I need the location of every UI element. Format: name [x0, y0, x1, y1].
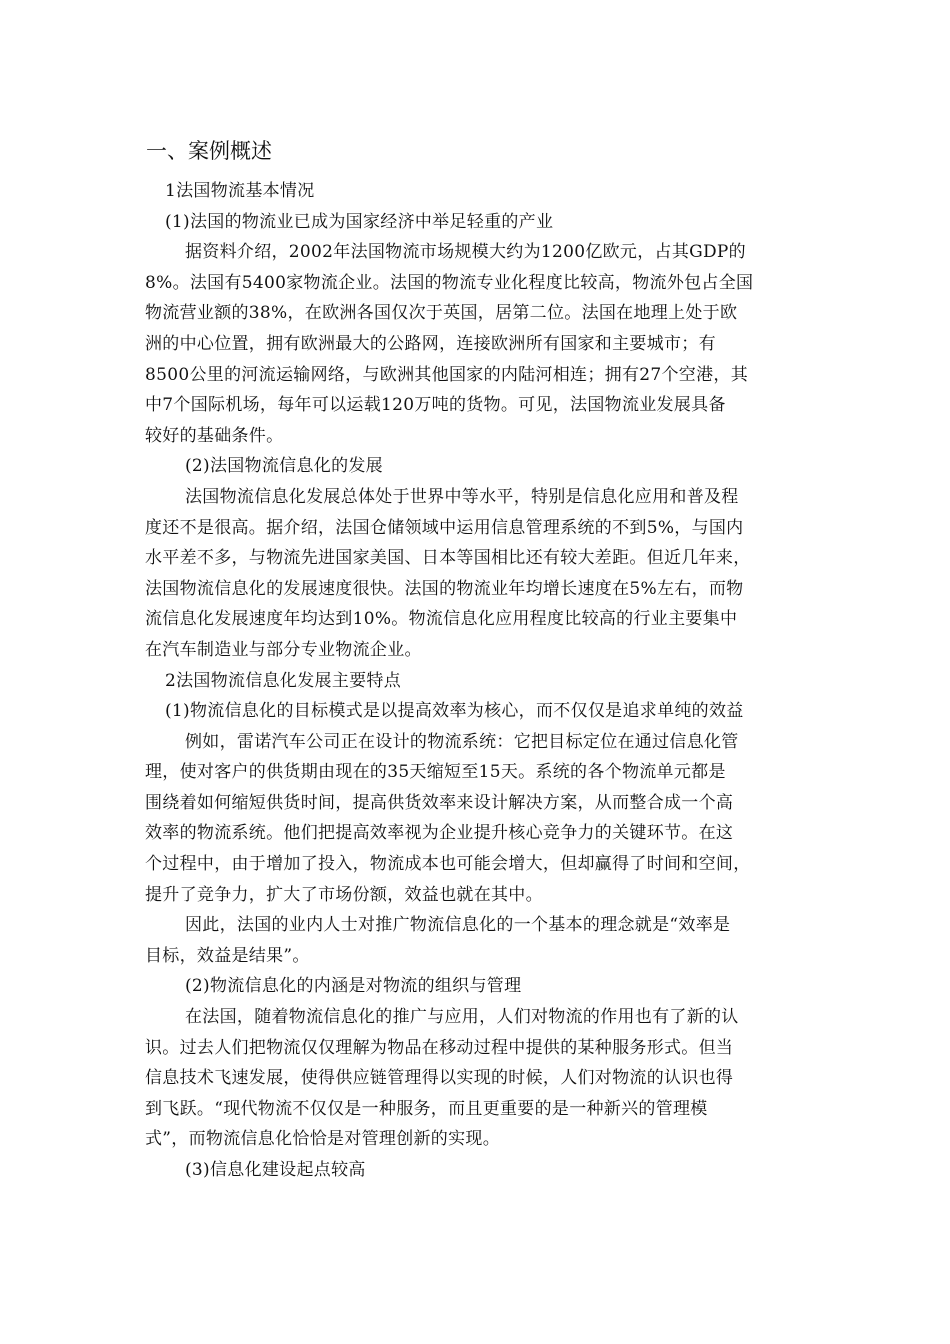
text-line: 据资料介绍，2002年法国物流市场规模大约为1200亿欧元，占其GDP的 [185, 242, 746, 263]
text-line: (1)物流信息化的目标模式是以提高效率为核心，而不仅仅是追求单纯的效益 [165, 701, 744, 722]
text-line: 水平差不多，与物流先进国家美国、日本等国相比还有较大差距。但近几年来， [145, 548, 751, 569]
text-line: 较好的基础条件。 [145, 425, 284, 446]
text-line: 法国物流信息化发展总体处于世界中等水平，特别是信息化应用和普及程 [185, 486, 739, 507]
text-line: 在法国，随着物流信息化的推广与应用，人们对物流的作用也有了新的认 [185, 1007, 739, 1028]
text-line: 1法国物流基本情况 [165, 181, 315, 201]
text-line: 效率的物流系统。他们把提高效率视为企业提升核心竞争力的关键环节。在这 [145, 823, 734, 844]
text-line: (3)信息化建设起点较高 [185, 1160, 366, 1180]
text-line: 目标，效益是结果”。 [145, 945, 310, 966]
text-line: 提升了竞争力，扩大了市场份额，效益也就在其中。 [145, 884, 543, 905]
text-line: 围绕着如何缩短供货时间，提高供货效率来设计解决方案，从而整合成一个高 [145, 792, 734, 813]
text-line: 例如，雷诺汽车公司正在设计的物流系统：它把目标定位在通过信息化管 [185, 731, 739, 752]
text-line: 理，使对客户的供货期由现在的35天缩短至15天。系统的各个物流单元都是 [145, 762, 726, 783]
text-line: 到飞跃。“现代物流不仅仅是一种服务，而且更重要的是一种新兴的管理模 [145, 1098, 708, 1119]
text-line: 识。过去人们把物流仅仅理解为物品在移动过程中提供的某种服务形式。但当 [145, 1037, 734, 1058]
text-line: 2法国物流信息化发展主要特点 [165, 670, 402, 691]
text-line: 式”，而物流信息化恰恰是对管理创新的实现。 [145, 1129, 500, 1150]
text-line: 物流营业额的38%，在欧洲各国仅次于英国，居第二位。法国在地理上处于欧 [145, 303, 738, 324]
text-line: 在汽车制造业与部分专业物流企业。 [145, 639, 422, 660]
text-line: (2)物流信息化的内涵是对物流的组织与管理 [185, 976, 522, 997]
text-line: 洲的中心位置，拥有欧洲最大的公路网，连接欧洲所有国家和主要城市；有 [145, 333, 716, 354]
text-line: 8500公里的河流运输网络，与欧洲其他国家的内陆河相连；拥有27个空港，其 [145, 364, 748, 385]
text-line: 8%。法国有5400家物流企业。法国的物流专业化程度比较高，物流外包占全国 [145, 272, 754, 293]
text-line: 因此，法国的业内人士对推广物流信息化的一个基本的理念就是“效率是 [185, 915, 731, 936]
text-line: 法国物流信息化的发展速度很快。法国的物流业年均增长速度在5%左右，而物 [145, 578, 744, 599]
text-line: 中7个国际机场，每年可以运载120万吨的货物。可见，法国物流业发展具备 [145, 395, 726, 416]
text-line: (1)法国的物流业已成为国家经济中举足轻重的产业 [165, 211, 554, 232]
text-line: 度还不是很高。据介绍，法国仓储领域中运用信息管理系统的不到5%，与国内 [145, 517, 744, 538]
text-line: (2)法国物流信息化的发展 [185, 456, 383, 477]
section-heading: 一、案例概述 [146, 139, 272, 163]
text-line: 流信息化发展速度年均达到10%。物流信息化应用程度比较高的行业主要集中 [145, 609, 738, 630]
body-text [145, 176, 810, 1186]
text-line: 个过程中，由于增加了投入，物流成本也可能会增大，但却赢得了时间和空间， [145, 854, 751, 875]
text-line: 信息技术飞速发展，使得供应链管理得以实现的时候，人们对物流的认识也得 [145, 1068, 734, 1089]
